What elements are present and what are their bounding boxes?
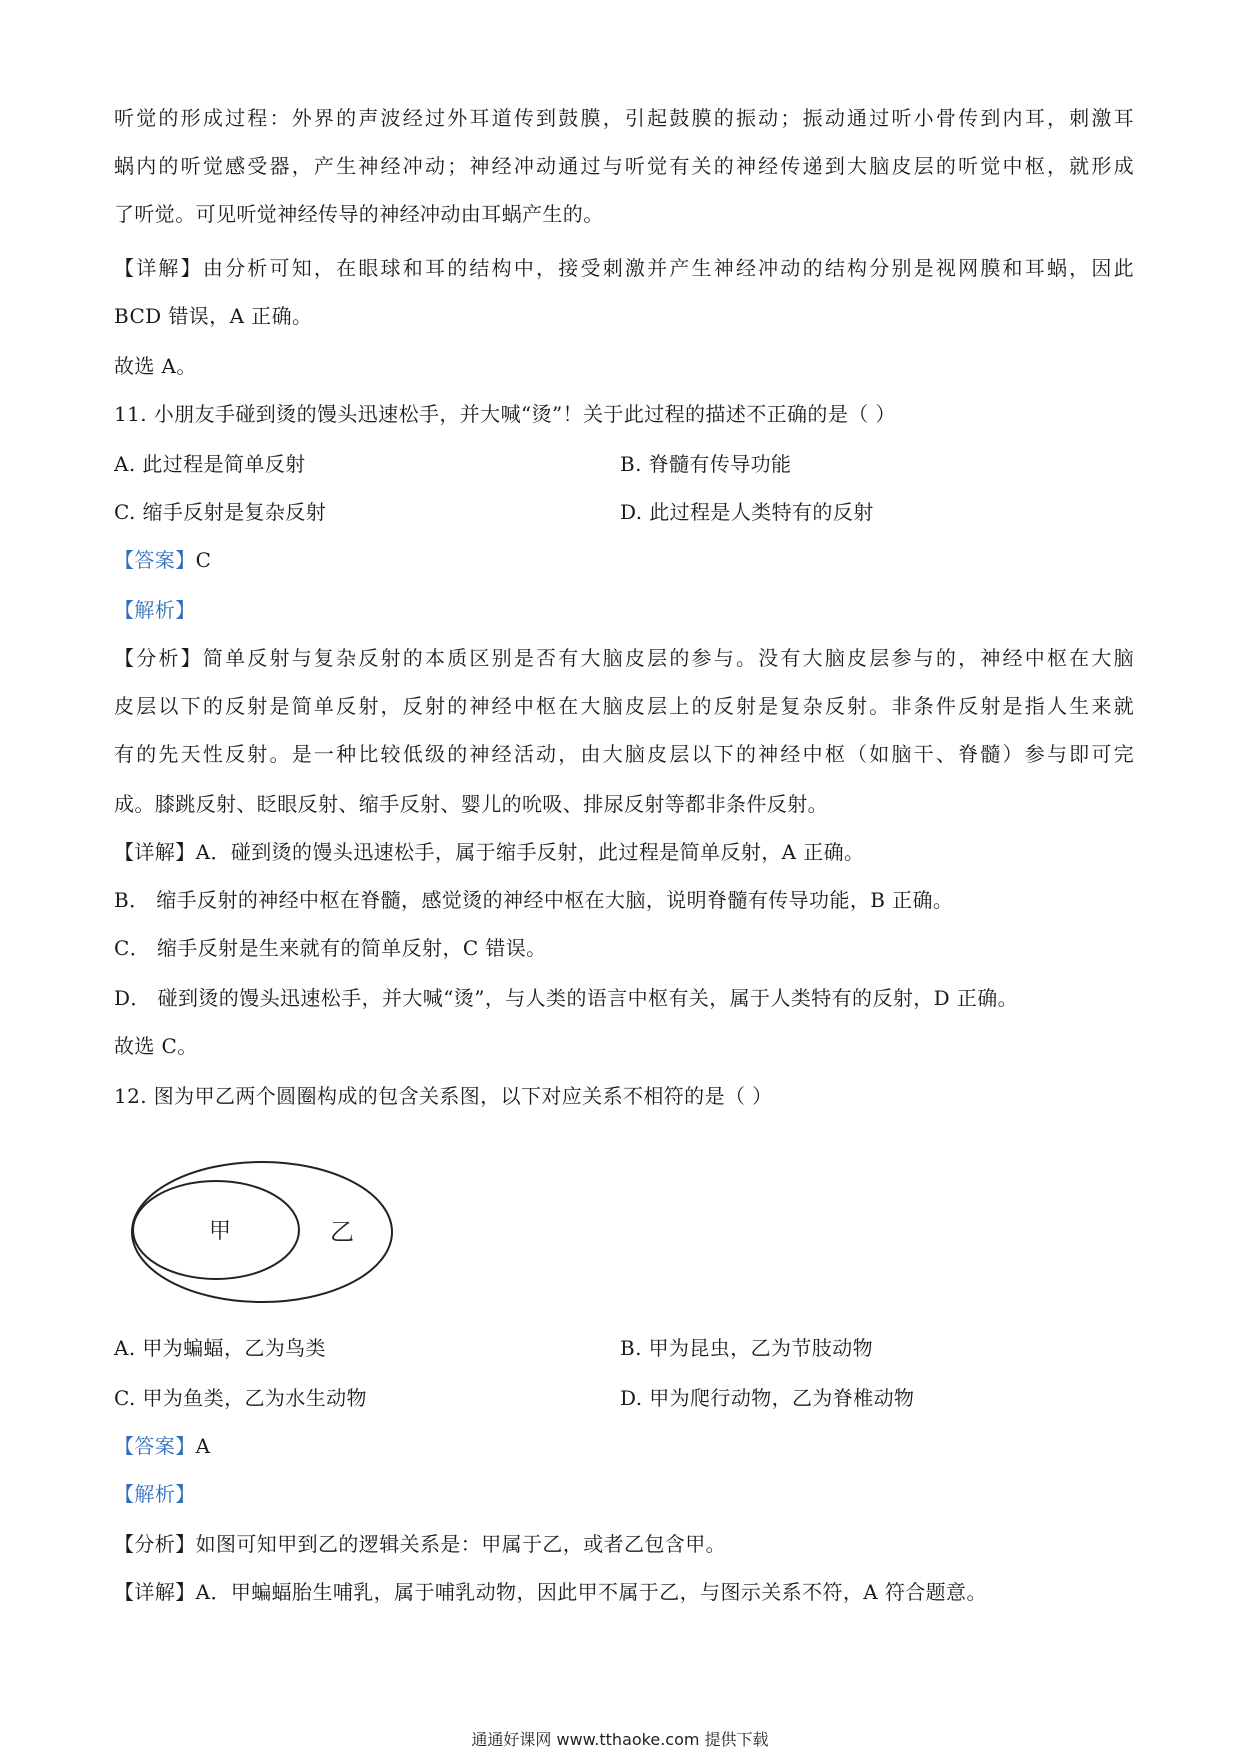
q12-analysis-line-1: 【分析】如图可知甲到乙的逻辑关系是：甲属于乙，或者乙包含甲。 — [114, 1532, 726, 1556]
q11-analysis-line-4: 成。膝跳反射、眨眼反射、缩手反射、婴儿的吮吸、排尿反射等都非条件反射。 — [114, 792, 828, 816]
inner-label: 甲 — [208, 1219, 232, 1244]
q12-inclusion-diagram — [128, 1158, 396, 1306]
q12-answer-label: 【答案】 — [114, 1434, 196, 1458]
q11-option-a: A. 此过程是简单反射 — [114, 452, 306, 476]
outer-label: 乙 — [330, 1218, 354, 1246]
q11-answer-label: 【答案】 — [114, 548, 196, 572]
q11-stem: 11. 小朋友手碰到烫的馒头迅速松手，并大喊“烫”！关于此过程的描述不正确的是（ ） — [114, 402, 896, 426]
intro-line-3: 了听觉。可见听觉神经传导的神经冲动由耳蜗产生的。 — [114, 202, 604, 226]
q11-answer — [114, 546, 1134, 574]
q11-analysis-line-2: 皮层以下的反射是简单反射，反射的神经中枢在大脑皮层上的反射是复杂反射。非条件反射是指人生来就 — [114, 694, 1134, 718]
q11-option-b: B. 脊髓有传导功能 — [620, 452, 792, 476]
q11-answer-value: C — [195, 548, 212, 572]
q12-detail-a: 【详解】A．甲蝙蝠胎生哺乳，属于哺乳动物，因此甲不属于乙，与图示关系不符，A 符合题意。 — [114, 1580, 987, 1604]
q11-detail-c: C． 缩手反射是生来就有的简单反射，C 错误。 — [114, 936, 547, 960]
q11-detail-a: 【详解】A．碰到烫的馒头迅速松手，属于缩手反射，此过程是简单反射，A 正确。 — [114, 840, 865, 864]
q11-choice: 故选 C。 — [114, 1034, 198, 1058]
q11-detail-d: D． 碰到烫的馒头迅速松手，并大喊“烫”，与人类的语言中枢有关，属于人类特有的反射，D 正确。 — [114, 986, 1019, 1010]
q12-analysis-label: 【解析】 — [114, 1482, 196, 1506]
page-footer: 通通好课网 www.tthaoke.com 提供下载 — [471, 1730, 769, 1749]
q12-option-b: B. 甲为昆虫，乙为节肢动物 — [620, 1336, 874, 1360]
q11-option-c: C. 缩手反射是复杂反射 — [114, 500, 327, 524]
intro-line-1: 听觉的形成过程：外界的声波经过外耳道传到鼓膜，引起鼓膜的振动；振动通过听小骨传到内耳，刺激耳 — [114, 106, 1134, 130]
q11-analysis-label: 【解析】 — [114, 598, 196, 622]
intro-choice: 故选 A。 — [114, 354, 197, 378]
q11-analysis-line-1: 【分析】简单反射与复杂反射的本质区别是否有大脑皮层的参与。没有大脑皮层参与的，神经中枢在大脑 — [114, 646, 1134, 670]
q12-option-d: D. 甲为爬行动物，乙为脊椎动物 — [620, 1386, 915, 1410]
q12-answer-value: A — [195, 1434, 211, 1458]
q12-option-a: A. 甲为蝙蝠，乙为鸟类 — [114, 1336, 326, 1360]
q12-option-c: C. 甲为鱼类，乙为水生动物 — [114, 1386, 367, 1410]
intro-detail-line-1: 【详解】由分析可知，在眼球和耳的结构中，接受刺激并产生神经冲动的结构分别是视网膜和耳蜗，因此 — [114, 256, 1134, 280]
q11-option-d: D. 此过程是人类特有的反射 — [620, 500, 874, 524]
q11-detail-b: B． 缩手反射的神经中枢在脊髓，感觉烫的神经中枢在大脑，说明脊髓有传导功能，B 正确。 — [114, 888, 954, 912]
q12-answer — [114, 1432, 1134, 1460]
q11-analysis-line-3: 有的先天性反射。是一种比较低级的神经活动，由大脑皮层以下的神经中枢（如脑干、脊髓）参与即可完 — [114, 742, 1134, 766]
q12-stem: 12. 图为甲乙两个圆圈构成的包含关系图，以下对应关系不相符的是（ ） — [114, 1084, 773, 1108]
intro-line-2: 蜗内的听觉感受器，产生神经冲动；神经冲动通过与听觉有关的神经传递到大脑皮层的听觉中枢，就形成 — [114, 154, 1134, 178]
intro-detail-line-2: BCD 错误，A 正确。 — [114, 304, 313, 328]
